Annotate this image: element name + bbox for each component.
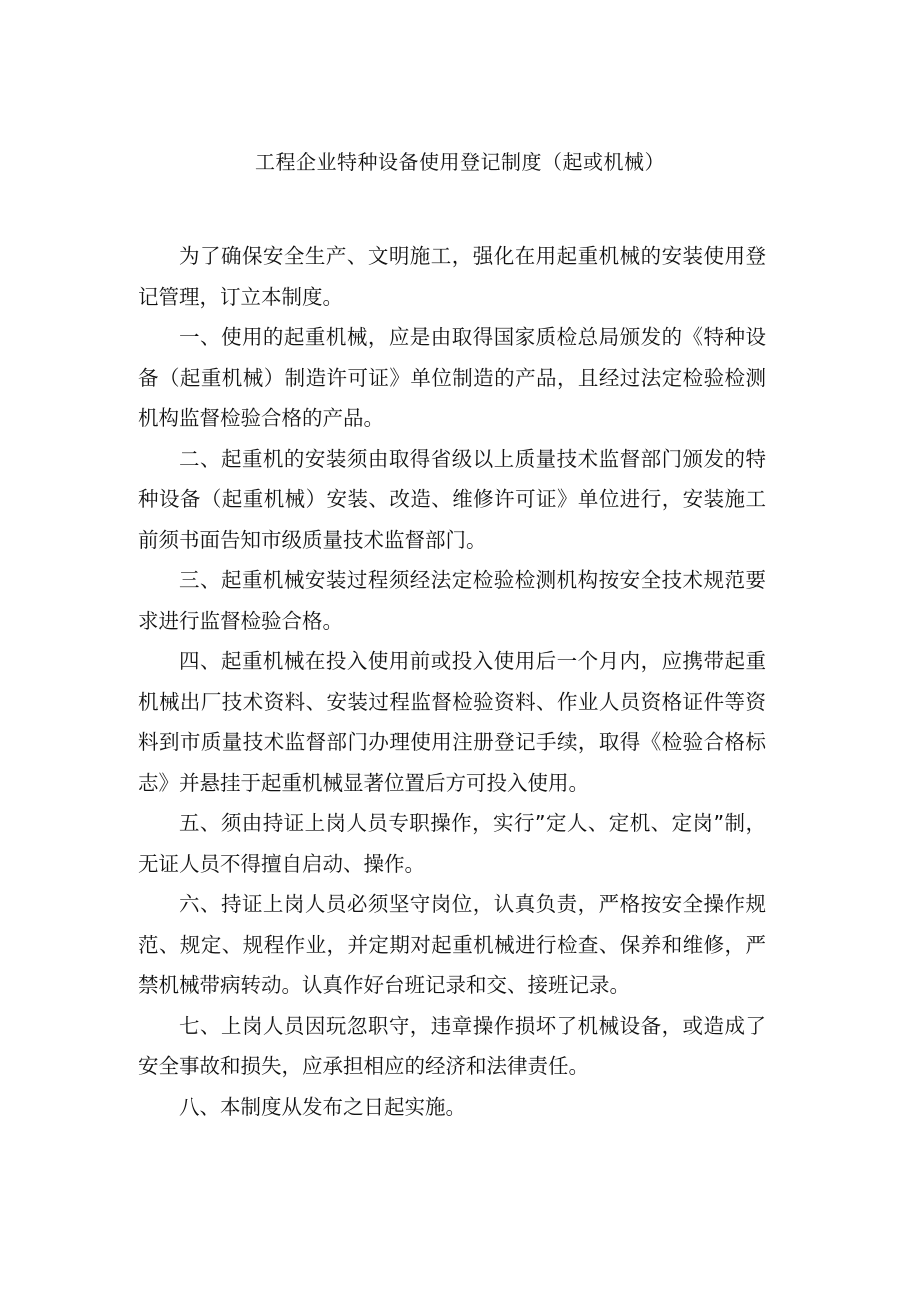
paragraph-3: 三、起重机械安装过程须经法定检验检测机构按安全技术规范要求进行监督检验合格。 — [138, 568, 766, 633]
paragraph-1: 一、使用的起重机械，应是由取得国家质检总局颁发的《特种设备（起重机械）制造许可证》单位制造的产品，且经过法定检验检测机构监督检验合格的产品。 — [138, 325, 766, 430]
paragraph-8: 八、本制度从发布之日起实施。 — [179, 1094, 466, 1119]
paragraph-2: 二、起重机的安装须由取得省级以上质量技术监督部门颁发的特种设备（起重机械）安装、改造、维修许可证》单位进行，安装施工前须书面告知市级质量技术监督部门。 — [138, 446, 766, 552]
document-body — [138, 236, 766, 1127]
paragraph-5: 五、须由持证上岗人员专职操作，实行”定人、定机、定岗”制，无证人员不得擅自启动、操作。 — [138, 811, 766, 876]
paragraph-intro: 为了确保安全生产、文明施工，强化在用起重机械的安装使用登记管理，订立本制度。 — [138, 244, 766, 309]
paragraph-7: 七、上岗人员因玩忽职守，违章操作损坏了机械设备，或造成了安全事故和损失，应承担相应的经济和法律责任。 — [138, 1013, 766, 1078]
paragraph-4: 四、起重机械在投入使用前或投入使用后一个月内，应携带起重机械出厂技术资料、安装过程监督检验资料、作业人员资格证件等资料到市质量技术监督部门办理使用注册登记手续，取得《检验合格标志》并悬挂于起重机械显著位置后方可投入使用。 — [138, 649, 766, 795]
document-title: 工程企业特种设备使用登记制度（起或机械） — [255, 150, 665, 174]
paragraph-6: 六、持证上岗人员必须坚守岗位，认真负责，严格按安全操作规范、规定、规程作业，并定期对起重机械进行检查、保养和维修，严禁机械带病转动。认真作好台班记录和交、接班记录。 — [138, 892, 766, 997]
